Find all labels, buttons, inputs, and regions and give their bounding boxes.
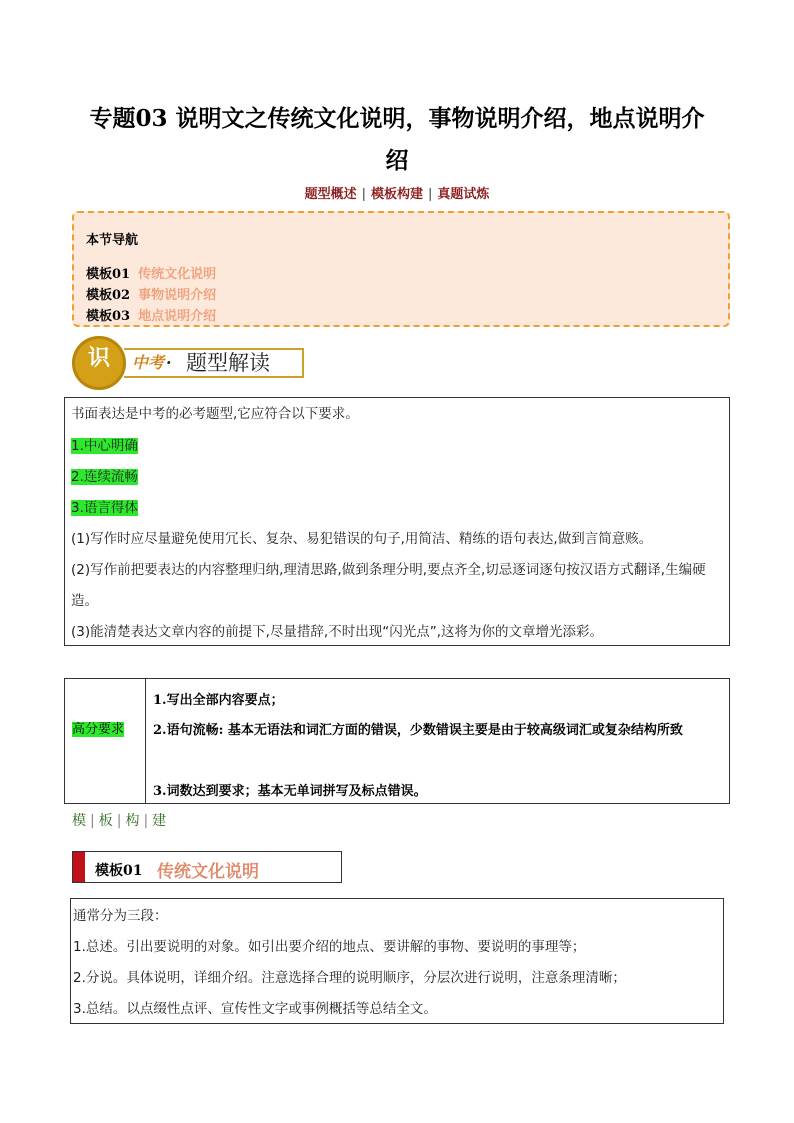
nav-heading: 本节导航	[86, 233, 139, 248]
box-intro: 书面表达是中考的必考题型,它应符合以下要求。	[71, 406, 359, 422]
template-1-heading	[72, 851, 342, 883]
section-heading-templates	[72, 810, 166, 830]
requirement-3: 3.词数达到要求；基本无单词拼写及标点错误。	[153, 784, 427, 799]
highlight-line-3	[71, 498, 138, 518]
nav-item-template-1[interactable]	[86, 263, 216, 282]
nav-item-text: 事物说明介绍	[138, 288, 217, 303]
nav-item-number: 模板02	[86, 288, 131, 303]
section-navigation-box	[72, 211, 730, 327]
subnav-separator: |	[428, 187, 433, 202]
section-banner	[70, 336, 310, 390]
banner-tag	[132, 350, 172, 373]
table-divider	[145, 679, 146, 803]
banner-dot: ·	[166, 353, 172, 372]
paragraph-1: (1)写作时应尽量避免使用冗长、复杂、易犯错误的句子,用简洁、精练的语句表达,做到言简意赅。	[71, 531, 653, 547]
highlight-line-2	[71, 467, 138, 487]
requirements-label	[72, 718, 124, 737]
requirements-table	[64, 678, 730, 804]
subnav-separator: |	[361, 187, 366, 202]
heading-char: 构	[125, 813, 140, 829]
template-marker	[73, 852, 85, 882]
highlight-line-1	[71, 436, 138, 456]
subnav-item-overview[interactable]: 题型概述	[304, 187, 357, 202]
heading-char: 建	[152, 813, 167, 829]
section-subnav	[0, 183, 794, 202]
subnav-item-practice[interactable]: 真题试炼	[437, 187, 490, 202]
heading-separator: |	[116, 813, 122, 829]
question-type-box	[64, 397, 730, 646]
heading-char: 模	[72, 813, 86, 829]
highlight-text: 2.连续流畅	[71, 469, 138, 485]
paragraph-2-cont: 造。	[71, 593, 98, 609]
nav-item-text: 传统文化说明	[138, 267, 217, 282]
title-line-2: 绍	[385, 147, 409, 174]
page-title	[70, 98, 724, 182]
template-title: 传统文化说明	[157, 862, 259, 882]
paragraph-3: (3)能清楚表达文章内容的前提下,尽量措辞,不时出现“闪光点”,这将为你的文章增光添彩。	[71, 624, 603, 640]
nav-item-template-2[interactable]	[86, 284, 216, 303]
nav-item-text: 地点说明介绍	[138, 309, 217, 324]
template-1-body	[70, 898, 724, 1024]
nav-item-number: 模板03	[86, 309, 131, 324]
heading-separator: |	[90, 813, 95, 829]
requirement-2: 2.语句流畅: 基本无语法和词汇方面的错误，少数错误主要是由于较高级词汇或复杂结构所致	[153, 723, 683, 738]
subnav-item-templates[interactable]: 模板构建	[370, 187, 423, 202]
template-number: 模板01	[95, 863, 143, 879]
title-line-1: 专题03 说明文之传统文化说明，事物说明介绍，地点说明介	[89, 105, 705, 132]
heading-char: 板	[98, 813, 113, 829]
banner-badge-icon: 识	[72, 336, 126, 390]
requirement-1: 1.写出全部内容要点；	[153, 693, 284, 708]
nav-item-template-3[interactable]	[86, 305, 216, 324]
template-line-3: 2.分说。具体说明，详细介绍。注意选择合理的说明顺序，分层次进行说明，注意条理清晰；	[73, 970, 626, 986]
template-line-2: 1.总述。引出要说明的对象。如引出要介绍的地点、要讲解的事物、要说明的事理等；	[73, 939, 586, 955]
highlight-text: 1.中心明确	[71, 438, 138, 454]
paragraph-2: (2)写作前把要表达的内容整理归纳,理清思路,做到条理分明,要点齐全,切忌逐词逐句按汉语方式翻译,生编硬	[71, 562, 706, 578]
heading-separator: |	[143, 813, 149, 829]
highlight-text: 3.语言得体	[71, 500, 138, 516]
template-line-1: 通常分为三段：	[73, 908, 168, 924]
requirements-label-text: 高分要求	[72, 722, 125, 737]
banner-title: 题型解读	[186, 351, 270, 375]
template-line-4: 3.总结。以点缀性点评、宣传性文字或事例概括等总结全文。	[73, 1001, 437, 1017]
banner-tag-text: 中考	[132, 353, 165, 372]
nav-item-number: 模板01	[86, 267, 131, 282]
